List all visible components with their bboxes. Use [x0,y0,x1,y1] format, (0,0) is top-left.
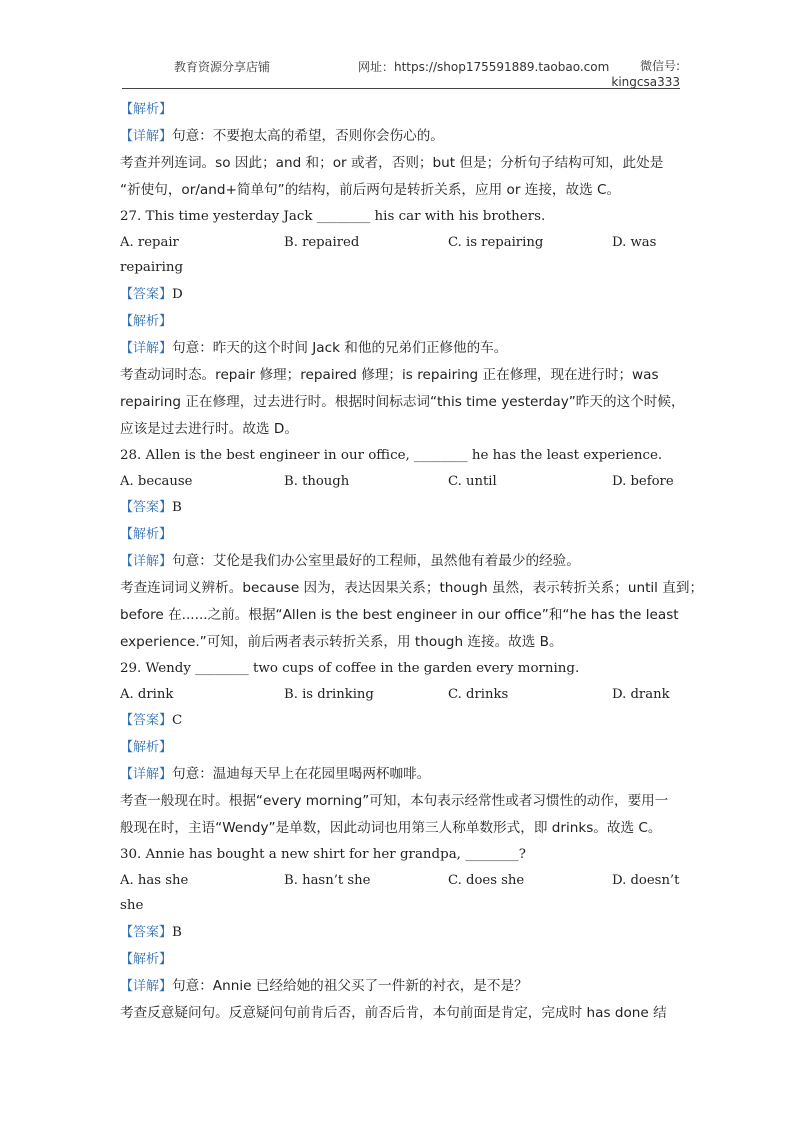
q27-analysis [120,308,686,335]
option-a: A. repair [120,235,179,250]
wechat-label: 微信号: [639,59,680,73]
answer-value: B [172,925,182,940]
analysis-tag: 【解析】 [120,952,173,967]
shop-name: 教育资源分享店铺 [174,60,271,74]
option-a: A. because [120,474,193,489]
q28-explanation-1: 考查连词词义辨析。because 因为，表达因果关系；though 虽然，表示转折关系；until 直到； [120,580,704,596]
answer-value: C [172,713,183,728]
document-body [120,96,704,1027]
analysis-tag: 【解析】 [120,314,173,329]
q30-stem: 30. Annie has bought a new shirt for her grandpa, ________? [120,847,526,862]
option-d: D. before [612,474,674,489]
q28-detail [120,548,686,575]
option-c: C. drinks [448,687,509,702]
q29-stem: 29. Wendy ________ two cups of coffee in the garden every morning. [120,661,580,676]
option-b: B. though [284,474,350,489]
detail-text: 句意：艾伦是我们办公室里最好的工程师，虽然他有着最少的经验。 [172,553,580,569]
answer-value: B [172,500,182,515]
detail-text: 句意：不要抱太高的希望，否则你会伤心的。 [172,128,444,144]
q28-explanation-3: experience.”可知，前后两者表示转折关系，用 though 连接。故选 B。 [120,634,563,650]
q27-explanation-3: 应该是过去进行时。故选 D。 [120,421,298,437]
option-b: B. is drinking [284,687,374,702]
q30-options [120,868,686,893]
q28-options [120,469,686,494]
page-header [122,56,680,89]
q28-explanation-2: before 在......之前。根据“Allen is the best engineer in our office”和“he has the least [120,607,679,623]
q27-stem: 27. This time yesterday Jack ________ his car with his brothers. [120,209,546,224]
q26-explanation-1: 考查并列连词。so 因此；and 和；or 或者，否则；but 但是；分析句子结构可知，此处是 [120,155,664,171]
option-b: B. hasn’t she [284,873,371,888]
q28-analysis [120,521,686,548]
detail-tag: 【详解】 [120,554,173,569]
detail-text: 句意：Annie 已经给她的祖父买了一件新的衬衣，是不是？ [172,978,528,994]
option-d: D. was [612,235,657,250]
q30-analysis [120,946,686,973]
option-a: A. drink [120,687,174,702]
q30-option-wrap: she [120,898,144,913]
q28-answer [120,494,686,521]
detail-text: 句意：温迪每天早上在花园里喝两杯咖啡。 [172,766,431,782]
q30-detail [120,973,686,1000]
answer-value: D [172,287,183,302]
q26-explanation-2: “祈使句，or/and+简单句”的结构，前后两句是转折关系，应用 or 连接，故选 C。 [120,182,621,198]
detail-tag: 【详解】 [120,767,173,782]
shop-url: 网址：https://shop175591889.taobao.com [358,60,610,74]
option-d: D. doesn’t [612,873,680,888]
detail-tag: 【详解】 [120,129,173,144]
q26-detail [120,123,686,150]
q27-explanation-1: 考查动词时态。repair 修理；repaired 修理；is repairing 正在修理，现在进行时；was [120,367,659,383]
answer-tag: 【答案】 [120,287,173,302]
wechat-value: kingcsa333 [611,75,680,89]
option-c: C. is repairing [448,235,544,250]
detail-tag: 【详解】 [120,341,173,356]
answer-tag: 【答案】 [120,500,173,515]
q27-answer [120,281,686,308]
q29-analysis [120,734,686,761]
q29-explanation-1: 考查一般现在时。根据“every morning”可知，本句表示经常性或者习惯性的动作，要用一 [120,793,669,809]
option-a: A. has she [120,873,189,888]
q30-answer [120,919,686,946]
answer-tag: 【答案】 [120,925,173,940]
wechat-id [611,58,680,90]
q29-options [120,682,686,707]
option-c: C. until [448,474,497,489]
detail-text: 句意：昨天的这个时间 Jack 和他的兄弟们正修他的车。 [172,340,508,356]
q26-analysis [120,96,686,123]
option-b: B. repaired [284,235,360,250]
q29-answer [120,707,686,734]
analysis-tag: 【解析】 [120,527,173,542]
answer-tag: 【答案】 [120,713,173,728]
q27-detail [120,335,686,362]
q28-stem: 28. Allen is the best engineer in our office, ________ he has the least experience. [120,448,663,463]
q29-explanation-2: 般现在时，主语“Wendy”是单数，因此动词也用第三人称单数形式，即 drinks。故选 C。 [120,820,662,836]
q30-explanation-1: 考查反意疑问句。反意疑问句前肯后否，前否后肯，本句前面是肯定，完成时 has done 结 [120,1005,667,1021]
option-c: C. does she [448,873,525,888]
analysis-tag: 【解析】 [120,740,173,755]
q27-option-wrap: repairing [120,260,184,275]
q27-explanation-2: repairing 正在修理，过去进行时。根据时间标志词“this time yesterday”昨天的这个时候， [120,394,685,410]
analysis-tag: 【解析】 [120,102,173,117]
q27-options [120,230,686,255]
option-d: D. drank [612,687,670,702]
q29-detail [120,761,686,788]
detail-tag: 【详解】 [120,979,173,994]
